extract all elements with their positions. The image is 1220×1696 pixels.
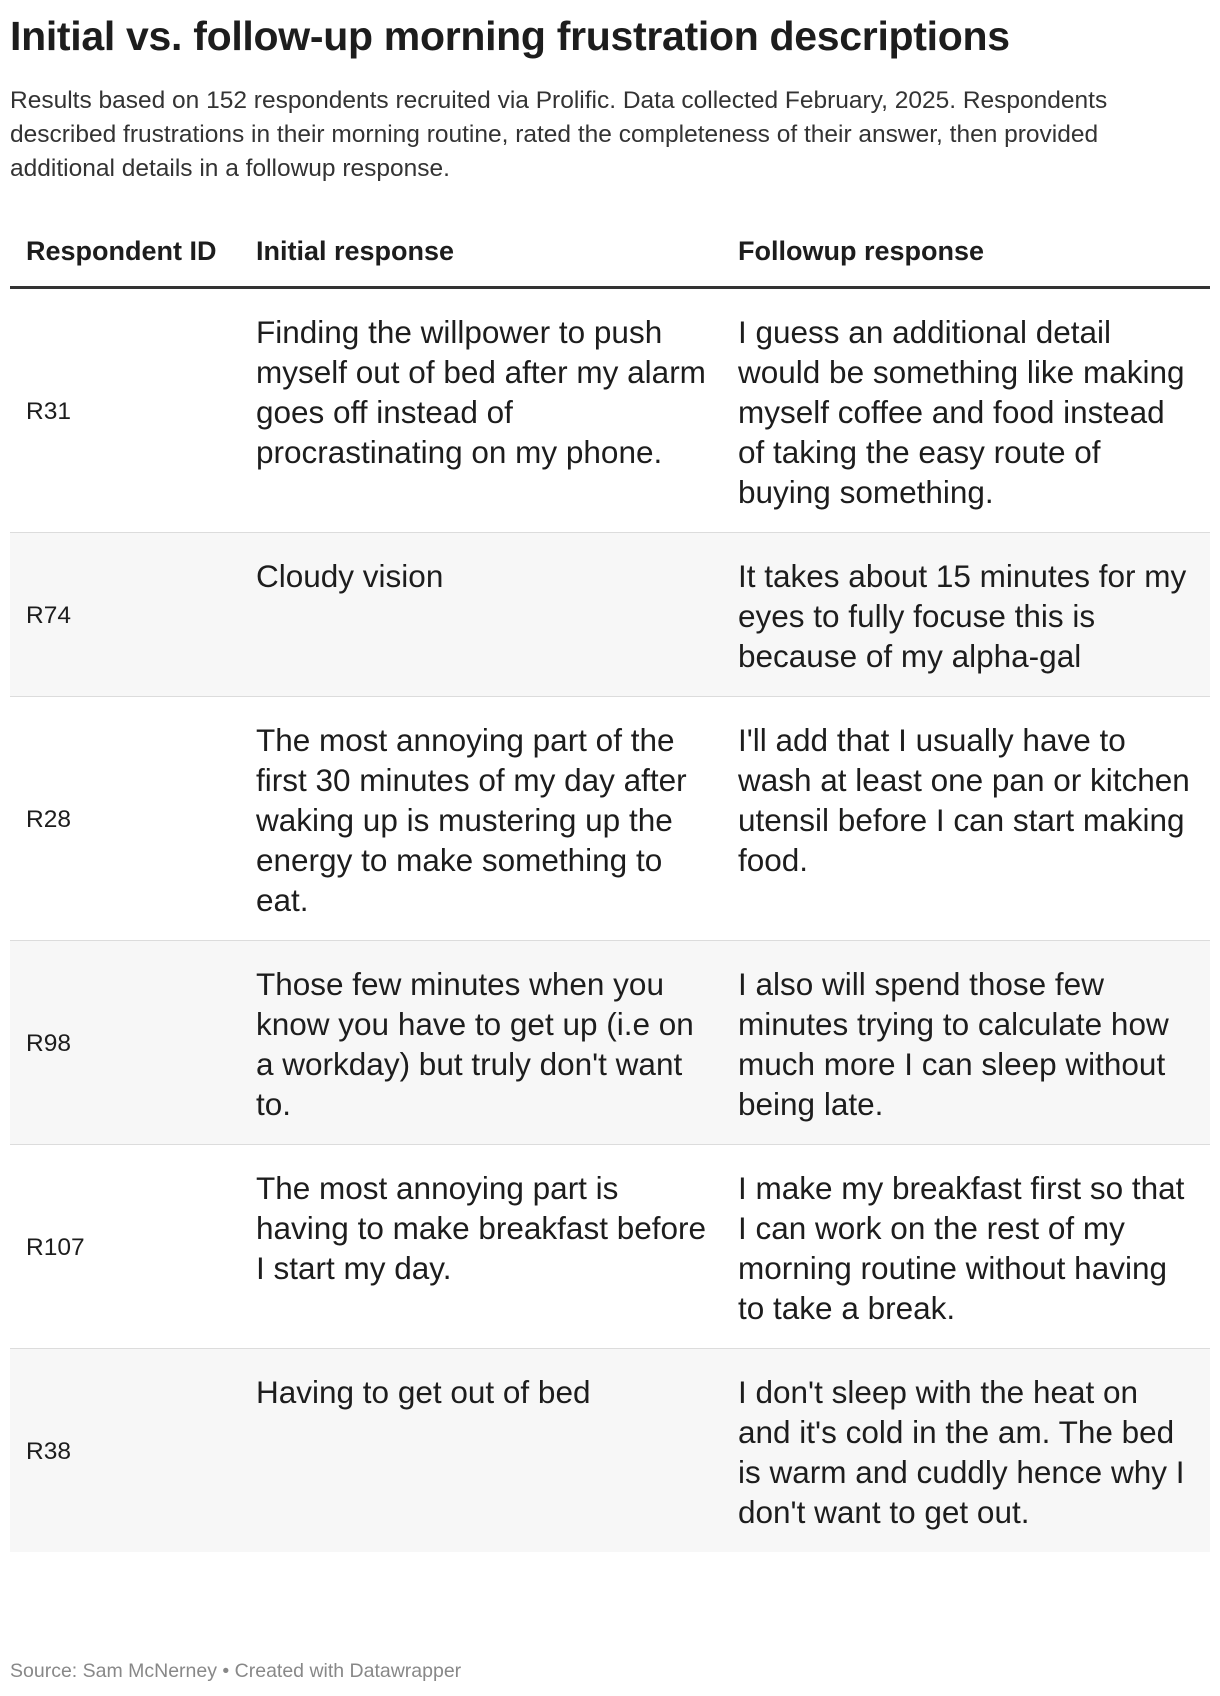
respondent-id-cell: R38 (26, 1438, 71, 1465)
respondent-id-cell: R107 (26, 1234, 85, 1261)
chart-title: Initial vs. follow-up morning frustration descriptions (10, 13, 1010, 59)
initial-response-cell: Finding the willpower to push myself out of bed after my alarm goes off instead of procrastinating on my phone. (256, 314, 706, 470)
followup-response-cell: I also will spend those few minutes trying to calculate how much more I can sleep without being late. (738, 966, 1169, 1122)
table-row (10, 941, 1210, 1145)
followup-response-cell: It takes about 15 minutes for my eyes to fully focuse this is because of my alpha-gal (738, 558, 1187, 674)
followup-response-cell: I make my breakfast first so that I can work on the rest of my morning routine without having to take a break. (738, 1170, 1185, 1326)
respondent-id-cell: R28 (26, 806, 71, 833)
followup-response-cell: I'll add that I usually have to wash at least one pan or kitchen utensil before I can start making food. (738, 722, 1190, 878)
responses-table (10, 234, 1210, 1552)
header-initial-response[interactable]: Initial response (256, 236, 455, 266)
table-row (10, 1145, 1210, 1349)
initial-response-cell: The most annoying part is having to make breakfast before I start my day. (256, 1170, 707, 1286)
initial-response-cell: The most annoying part of the first 30 minutes of my day after waking up is mustering up the energy to make something to eat. (256, 722, 687, 918)
header-respondent-id[interactable]: Respondent ID (26, 236, 217, 266)
source-note: Source: Sam McNerney • Created with Datawrapper (10, 1660, 462, 1682)
table-row (10, 533, 1210, 697)
respondent-id-cell: R74 (26, 602, 71, 629)
initial-response-cell: Cloudy vision (256, 558, 444, 594)
table-row (10, 1349, 1210, 1553)
followup-response-cell: I don't sleep with the heat on and it's cold in the am. The bed is warm and cuddly hence why I don't want to get out. (738, 1374, 1185, 1530)
respondent-id-cell: R98 (26, 1030, 71, 1057)
table-row (10, 288, 1210, 533)
initial-response-cell: Having to get out of bed (256, 1374, 591, 1410)
initial-response-cell: Those few minutes when you know you have to get up (i.e on a workday) but truly don't want to. (256, 966, 694, 1122)
table-header-row (10, 234, 1210, 288)
table-body (10, 288, 1210, 1553)
respondent-id-cell: R31 (26, 398, 71, 425)
header-followup-response[interactable]: Followup response (738, 236, 985, 266)
table-row (10, 697, 1210, 941)
followup-response-cell: I guess an additional detail would be something like making myself coffee and food instead of taking the easy route of buying something. (738, 314, 1185, 510)
chart-description: Results based on 152 respondents recruited via Prolific. Data collected February, 2025. Respondents described frustrations in their morning routine, rated the completeness of their answer, then provided additional details in a followup response. (10, 87, 1108, 182)
